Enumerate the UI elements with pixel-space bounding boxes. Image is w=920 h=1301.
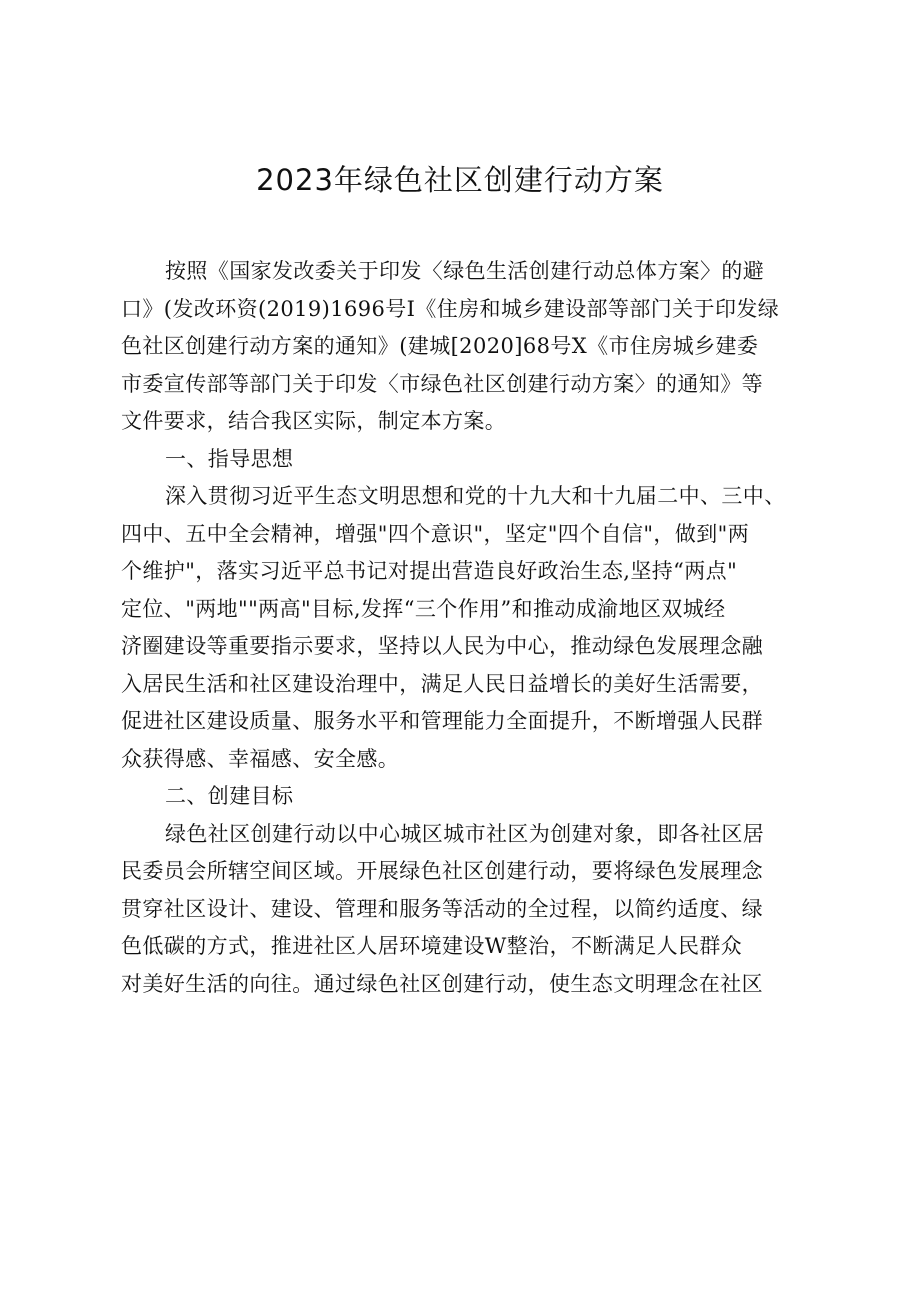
text-line: 市委宣传部等部门关于印发〈市绿色社区创建行动方案〉的通知》等 xyxy=(121,371,763,396)
section-heading xyxy=(121,441,817,479)
text-line: 众获得感、幸福感、安全感。 xyxy=(121,746,400,771)
page-title: 2023年绿色社区创建行动方案 xyxy=(256,163,664,197)
text-line: 民委员会所辖空间区域。开展绿色社区创建行动，要将绿色发展理念 xyxy=(121,859,763,883)
document-body xyxy=(121,253,817,1003)
text-line: 济圈建设等重要指示要求，坚持以人民为中心，推动绿色发展理念融 xyxy=(121,634,763,658)
text-line: 入居民生活和社区建设治理中，满足人民日益增长的美好生活需要， xyxy=(121,671,763,696)
text-line: 对美好生活的向往。通过绿色社区创建行动，使生态文明理念在社区 xyxy=(121,971,763,996)
text-line: 贯穿社区设计、建设、管理和服务等活动的全过程，以简约适度、绿 xyxy=(121,896,763,921)
text-line: 绿色社区创建行动以中心城区城市社区为创建对象，即各社区居 xyxy=(165,821,765,846)
text-line: 色低碳的方式，推进社区人居环境建设W整治，不断满足人民群众 xyxy=(121,934,743,958)
body-paragraph xyxy=(121,253,817,441)
section-heading xyxy=(121,778,817,816)
text-line: 色社区创建行动方案的通知》(建城[2020]68号X《市住房城乡建委 xyxy=(121,334,759,358)
text-line: 定位、"两地""两高"目标,发挥“三个作用”和推动成渝地区双城经 xyxy=(121,596,726,621)
text-line: 文件要求，结合我区实际，制定本方案。 xyxy=(121,409,507,433)
body-paragraph xyxy=(121,816,817,1004)
text-line: 深入贯彻习近平生态文明思想和党的十九大和十九届二中、三中、 xyxy=(165,484,786,508)
text-line: 一、指导思想 xyxy=(165,446,294,471)
text-line: 促进社区建设质量、服务水平和管理能力全面提升，不断增强人民群 xyxy=(121,709,763,733)
text-line: 口》(发改环资(2019)1696号I《住房和城乡建设部等部门关于印发绿 xyxy=(121,296,780,321)
text-line: 个维护"，落实习近平总书记对提出营造良好政治生态,坚持“两点" xyxy=(121,559,738,583)
text-line: 二、创建目标 xyxy=(165,784,294,808)
text-line: 四中、五中全会精神，增强"四个意识"，坚定"四个自信"，做到"两 xyxy=(121,521,750,546)
text-line: 按照《国家发改委关于印发〈绿色生活创建行动总体方案〉的避 xyxy=(165,259,765,283)
body-paragraph xyxy=(121,478,817,778)
